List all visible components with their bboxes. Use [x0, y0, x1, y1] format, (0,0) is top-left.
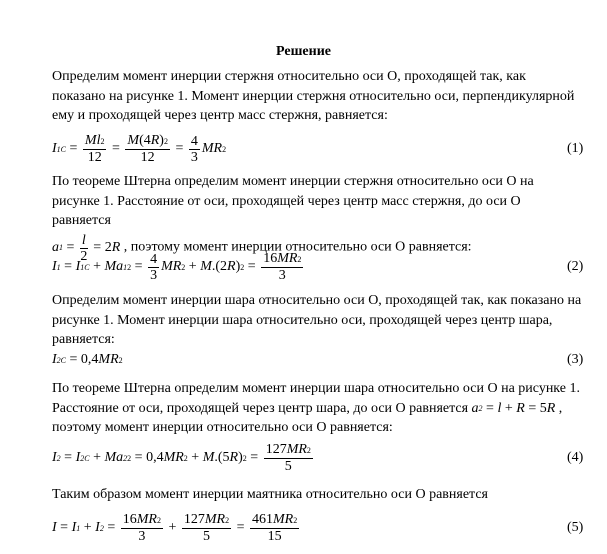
math-symbol: I	[75, 259, 81, 274]
math-symbol: MR	[286, 442, 307, 457]
equation-number: (4)	[567, 450, 584, 465]
math-text: 12	[87, 150, 102, 165]
math-symbol: MR	[161, 259, 182, 274]
fraction-numerator	[189, 134, 200, 150]
fraction-denominator	[88, 150, 102, 165]
math-subscript: 2	[123, 453, 128, 463]
math-fraction	[83, 133, 107, 165]
math-superscript: 2	[183, 453, 188, 463]
math-text: 16	[263, 251, 278, 266]
math-subscript: 2	[56, 453, 61, 463]
math-text: =	[60, 450, 76, 465]
paragraph-2-text: По теореме Штерна определим момент инерции стержня относительно оси О на рисунке 1. Расстояние от оси, проходящей через центр масс стержня, до оси О равняется	[52, 174, 534, 228]
math-symbol: Ml	[84, 133, 101, 148]
math-symbol: MR	[163, 450, 184, 465]
math-superscript: 2	[118, 355, 123, 365]
math-text: (4	[139, 133, 151, 148]
fraction-numerator	[83, 133, 107, 150]
fraction-denominator	[141, 150, 155, 165]
math-superscript: 2	[156, 516, 161, 525]
fraction-denominator	[279, 268, 286, 283]
math-text: =	[66, 141, 81, 156]
section-title: Решение	[276, 44, 331, 59]
math-symbol: R	[229, 450, 239, 465]
equation-number: (1)	[567, 141, 584, 156]
math-symbol: I	[52, 352, 57, 367]
math-text: )	[238, 450, 243, 465]
math-symbol: I	[52, 520, 57, 535]
formula-a2	[472, 399, 556, 419]
math-text: = 0,4	[131, 450, 164, 465]
equation-number: (5)	[567, 520, 584, 535]
fraction-numerator	[264, 442, 313, 459]
equation-number: (3)	[567, 352, 584, 367]
math-fraction	[189, 134, 200, 165]
math-symbol: M	[200, 259, 212, 274]
math-text: = 5	[524, 400, 547, 416]
math-text: =	[482, 400, 498, 416]
paragraph-4-text: По теореме Штерна определим момент инерции шара относительно оси О на рисунке 1. Расстояние от оси, проходящей через центр шара, до оси О равняется	[52, 381, 580, 416]
fraction-numerator	[182, 512, 231, 529]
math-text: =	[60, 259, 76, 274]
fraction-denominator	[150, 268, 157, 283]
fraction-numerator	[261, 251, 303, 268]
math-fraction	[250, 512, 299, 544]
math-subscript: 2C	[56, 355, 67, 365]
math-text: +	[89, 259, 105, 274]
equation-number: (2)	[567, 259, 584, 274]
math-text: =	[244, 259, 260, 274]
formula-4	[52, 442, 315, 474]
math-text: +	[164, 520, 180, 535]
fraction-numerator	[80, 233, 88, 249]
math-text: 461	[251, 512, 273, 527]
math-symbol: R	[150, 133, 160, 148]
paragraph-2	[52, 172, 582, 264]
math-subscript: 1	[123, 262, 128, 272]
math-superscript: 2	[225, 516, 230, 525]
math-symbol: Ma	[104, 259, 124, 274]
math-text: 4	[150, 251, 158, 267]
math-superscript: 2	[127, 262, 132, 272]
formula-3	[52, 352, 123, 368]
math-superscript: 2	[100, 137, 105, 146]
math-symbol: R	[516, 400, 525, 416]
paragraph-3: Определим момент инерции шара относительно оси О, проходящей так, как показано на рисунке 1. Момент инерции шара относительно оси, проходящей через центр шара, равняется:	[52, 293, 582, 347]
math-fraction	[264, 442, 313, 474]
math-subscript: 1	[56, 262, 61, 272]
math-subscript: 1	[59, 243, 63, 253]
math-symbol: I	[52, 450, 57, 465]
math-symbol: R	[546, 400, 556, 416]
math-text: +	[501, 400, 517, 416]
math-symbol: Ma	[104, 450, 124, 465]
math-subscript: 1C	[80, 262, 90, 272]
math-symbol: I	[52, 141, 57, 156]
math-superscript: 2	[297, 255, 302, 264]
math-superscript: 2	[306, 446, 311, 455]
math-symbol: I	[52, 259, 57, 274]
paragraph-2-tail: , поэтому момент инерции относительно оси О равняется:	[123, 239, 472, 255]
math-symbol: a	[471, 400, 479, 416]
math-text: 15	[267, 529, 282, 544]
math-symbol: M	[127, 133, 140, 148]
math-text: 3	[150, 267, 158, 283]
math-fraction	[182, 512, 231, 544]
paragraph-1: Определим момент инерции стержня относительно оси О, проходящей так, как показано на рисунке 1. Момент инерции стержня относительно оси, перпендикулярной ему и проходящей через центр масс стержня, равняется:	[52, 69, 575, 123]
math-text: 127	[183, 512, 205, 527]
fraction-numerator	[148, 252, 159, 268]
math-text: 12	[140, 150, 155, 165]
math-text: 127	[265, 442, 287, 457]
math-symbol: MR	[277, 251, 298, 266]
math-text: +	[187, 450, 203, 465]
fraction-numerator	[125, 133, 170, 150]
math-fraction	[125, 133, 170, 165]
math-symbol: l	[497, 400, 502, 416]
paragraph-4-comma: ,	[558, 400, 563, 416]
math-text: = 2	[89, 240, 112, 256]
math-text: =	[103, 520, 119, 535]
math-symbol: a	[52, 240, 59, 256]
math-text: .(2	[211, 259, 228, 274]
math-superscript: 2	[293, 516, 298, 525]
math-text: 4	[190, 133, 198, 149]
math-text: =	[56, 520, 72, 535]
math-text: =	[108, 141, 124, 156]
math-text: =	[131, 259, 147, 274]
math-symbol: I	[95, 520, 100, 535]
math-superscript: 2	[127, 453, 132, 463]
math-fraction	[148, 252, 159, 283]
fraction-denominator	[191, 150, 198, 165]
math-text: 2	[80, 248, 88, 264]
equation-5	[52, 512, 584, 544]
math-subscript: 2	[99, 523, 104, 533]
math-symbol: MR	[201, 141, 223, 156]
fraction-denominator	[285, 459, 292, 474]
equation-4	[52, 442, 584, 474]
fraction-numerator	[250, 512, 299, 529]
math-text: 16	[122, 512, 137, 527]
math-text: +	[185, 259, 201, 274]
formula-5	[52, 512, 301, 544]
formula-2	[52, 248, 305, 283]
math-symbol: R	[227, 259, 236, 274]
math-superscript: 2	[222, 144, 227, 154]
equation-3	[52, 352, 584, 368]
math-superscript: 2	[242, 453, 247, 463]
math-text: 3	[138, 529, 146, 544]
equation-2	[52, 248, 584, 283]
math-symbol: I	[71, 520, 77, 535]
equation-1	[52, 133, 584, 165]
math-symbol: M	[202, 450, 215, 465]
math-text: 5	[202, 529, 210, 544]
math-text: .(5	[214, 450, 230, 465]
math-text: =	[233, 520, 248, 535]
math-superscript: 2	[240, 262, 245, 272]
fraction-denominator	[268, 529, 282, 544]
fraction-denominator	[138, 529, 145, 544]
math-symbol: l	[81, 232, 86, 248]
math-symbol: R	[111, 240, 121, 256]
math-text: +	[80, 520, 96, 535]
math-text: =	[63, 240, 78, 256]
math-symbol: MR	[98, 352, 119, 367]
math-fraction	[261, 251, 303, 283]
formula-1	[52, 133, 226, 165]
math-text: +	[89, 450, 105, 465]
paragraph-5: Таким образом момент инерции маятника относительно оси О равняется	[52, 487, 488, 502]
paragraph-4	[52, 379, 582, 438]
math-text: 3	[278, 268, 286, 283]
math-symbol: MR	[272, 512, 294, 527]
math-text: 5	[284, 459, 292, 474]
math-text: =	[246, 450, 262, 465]
math-superscript: 2	[163, 137, 168, 146]
fraction-denominator	[203, 529, 210, 544]
math-subscript: 1C	[56, 144, 67, 154]
math-text: )	[159, 133, 164, 148]
math-text: )	[235, 259, 241, 274]
math-fraction	[121, 512, 163, 544]
math-symbol: I	[75, 450, 81, 465]
math-subscript: 1	[76, 523, 81, 533]
fraction-numerator	[121, 512, 163, 529]
math-symbol: MR	[136, 512, 157, 527]
paragraph-4-tail: поэтому момент инерции относительно оси О равняется:	[52, 420, 393, 436]
math-superscript: 2	[181, 262, 186, 272]
math-symbol: MR	[204, 512, 226, 527]
math-subscript: 2	[478, 403, 483, 413]
math-text: =	[171, 141, 187, 156]
math-subscript: 2C	[80, 453, 90, 463]
math-text: = 0,4	[66, 352, 99, 367]
math-text: 3	[190, 149, 198, 165]
